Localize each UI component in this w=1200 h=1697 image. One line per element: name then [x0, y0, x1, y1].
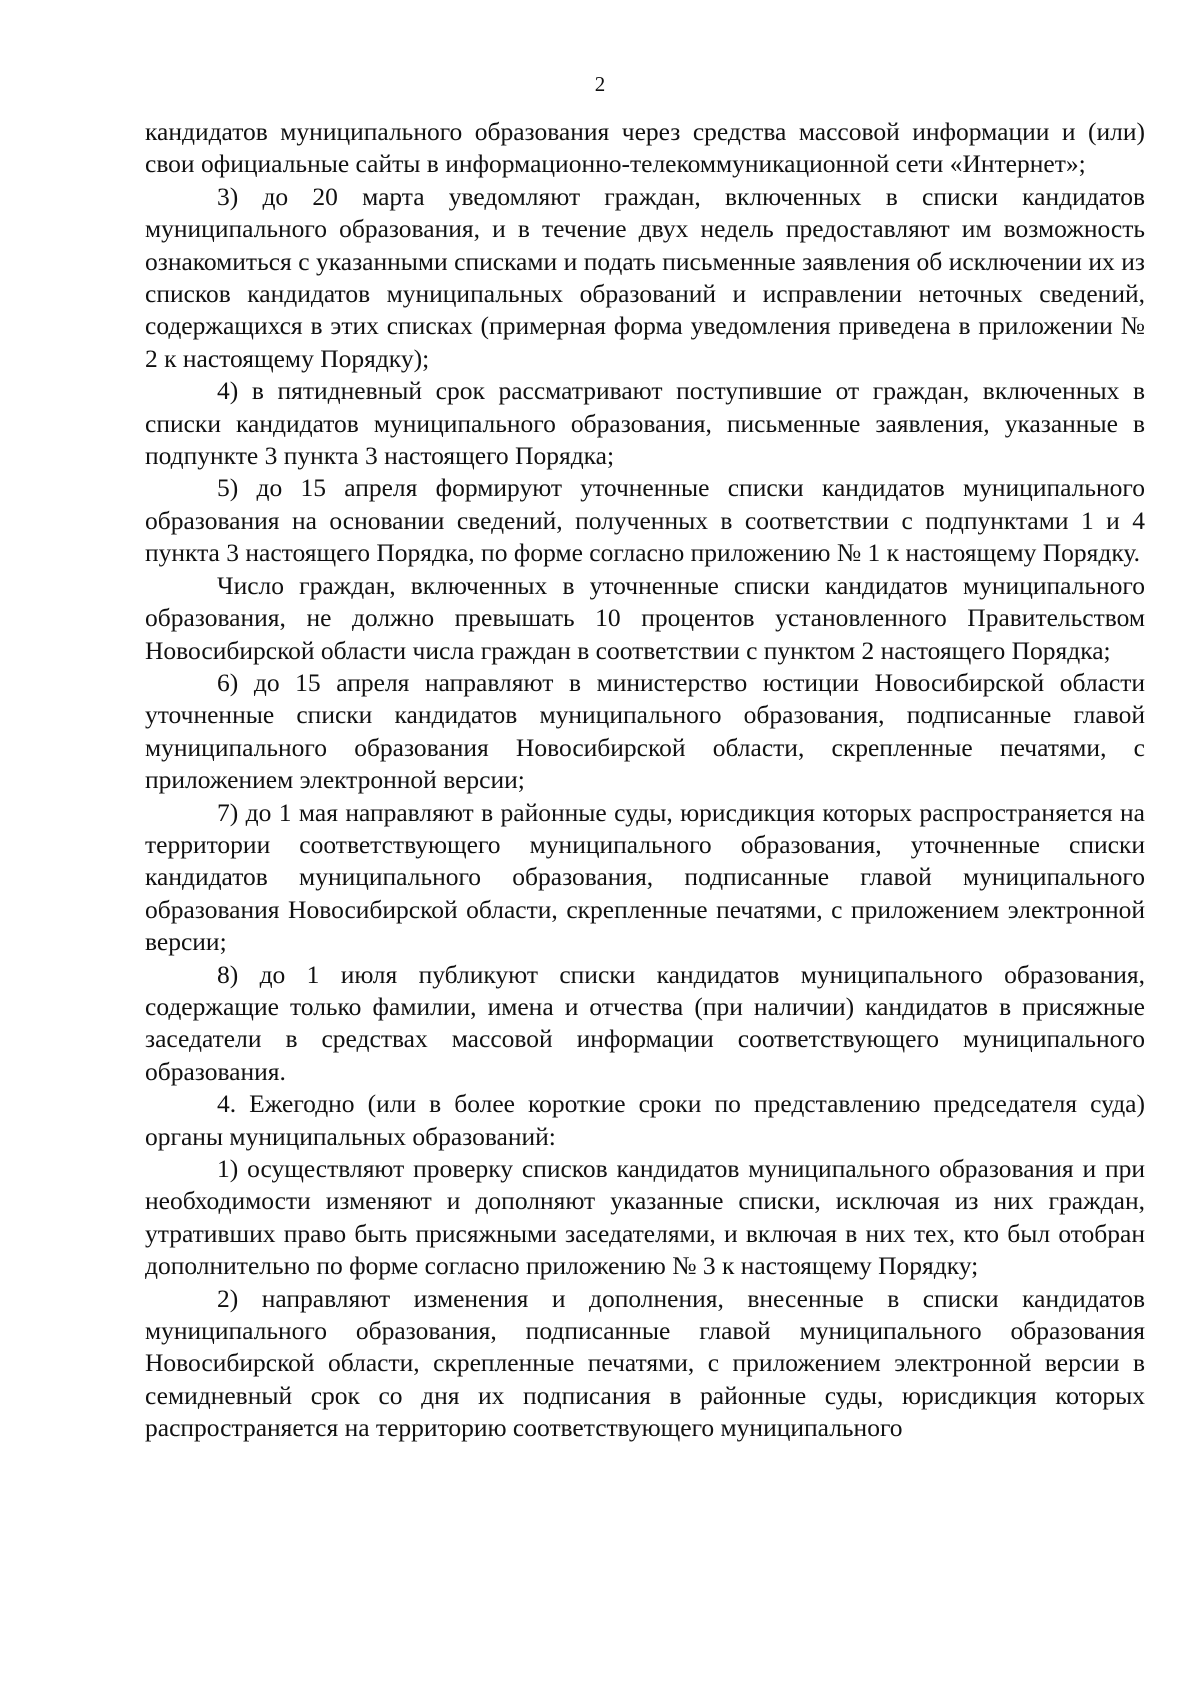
paragraph-item-4-1: 1) осуществляют проверку списков кандидатов муниципального образования и при необходимости изменяют и дополняют указанные списки, исключая из них граждан, утративших право быть присяжными заседателями, и включая в них тех, кто был отобран дополнительно по форме согласно приложению № 3 к настоящему Порядку;	[145, 1154, 1145, 1281]
page-number: 2	[594, 72, 606, 96]
paragraph-continuation: кандидатов муниципального образования через средства массовой информации и (или) свои официальные сайты в информационно-телекоммуникационной сети «Интернет»;	[145, 117, 1145, 179]
paragraph-item-3-5: 5) до 15 апреля формируют уточненные списки кандидатов муниципального образования на основании сведений, полученных в соответствии с подпунктами 1 и 4 пункта 3 настоящего Порядка, по форме согласно приложению № 1 к настоящему Порядку.	[145, 473, 1145, 568]
paragraph-citizen-limit: Число граждан, включенных в уточненные списки кандидатов муниципального образования, не должно превышать 10 процентов установленного Правительством Новосибирской области числа граждан в соответствии с пунктом 2 настоящего Порядка;	[145, 570, 1145, 665]
paragraph-item-3-7: 7) до 1 мая направляют в районные суды, юрисдикция которых распространяется на территории соответствующего муниципального образования, уточненные списки кандидатов муниципального образования, подписанные главой муниципального образования Новосибирской области, скрепленные печатями, с приложением электронной версии;	[145, 797, 1145, 957]
document-body	[145, 116, 1145, 1445]
paragraph-section-4: 4. Ежегодно (или в более короткие сроки по представлению председателя суда) органы муниципальных образований:	[145, 1089, 1145, 1151]
paragraph-item-3-6: 6) до 15 апреля направляют в министерство юстиции Новосибирской области уточненные списки кандидатов муниципального образования, подписанные главой муниципального образования Новосибирской области, скрепленные печатями, с приложением электронной версии;	[145, 667, 1145, 795]
paragraph-item-3-3: 3) до 20 марта уведомляют граждан, включенных в списки кандидатов муниципального образования, и в течение двух недель предоставляют им возможность ознакомиться с указанными списками и подать письменные заявления об исключении их из списков кандидатов муниципальных образований и исправлении неточных сведений, содержащихся в этих списках (примерная форма уведомления приведена в приложении № 2 к настоящему Порядку);	[145, 181, 1145, 373]
paragraph-item-3-8: 8) до 1 июля публикуют списки кандидатов муниципального образования, содержащие только фамилии, имена и отчества (при наличии) кандидатов в присяжные заседатели в средствах массовой информации соответствующего муниципального образования.	[145, 959, 1145, 1086]
paragraph-item-4-2: 2) направляют изменения и дополнения, внесенные в списки кандидатов муниципального образования, подписанные главой муниципального образования Новосибирской области, скрепленные печатями, с приложением электронной версии в семидневный срок со дня их подписания в районные суды, юрисдикция которых распространяется на территорию соответствующего муниципального	[145, 1283, 1145, 1443]
paragraph-item-3-4: 4) в пятидневный срок рассматривают поступившие от граждан, включенных в списки кандидатов муниципального образования, письменные заявления, указанные в подпункте 3 пункта 3 настоящего Порядка;	[145, 376, 1145, 471]
